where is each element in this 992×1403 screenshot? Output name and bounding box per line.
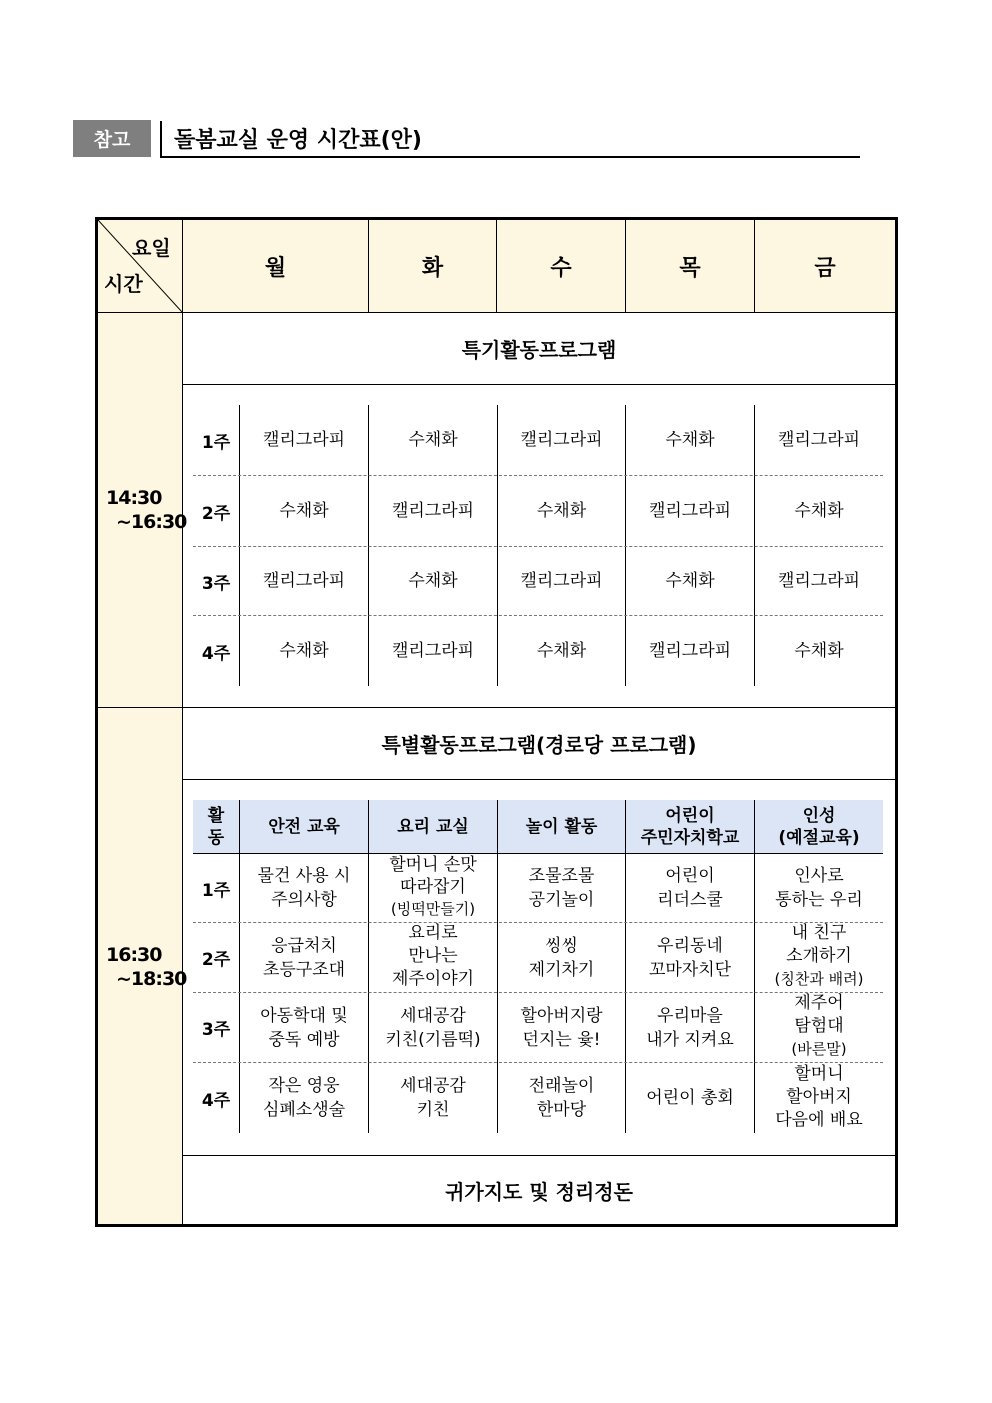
schedule-cell: 할아버지랑 던지는 윷! bbox=[520, 1005, 603, 1050]
page-title: 돌봄교실 운영 시간표(안) bbox=[174, 127, 422, 153]
schedule-cell: 씽씽 제기차기 bbox=[528, 935, 595, 980]
day-header-thu: 목 bbox=[679, 255, 701, 281]
schedule-cell: 제주어 탐험대 (바른말) bbox=[791, 993, 847, 1058]
day-header-mon: 월 bbox=[264, 255, 287, 281]
week-label: 2주 bbox=[201, 503, 231, 524]
schedule-cell: 캘리그라피 bbox=[648, 641, 732, 661]
activity-column-label: 활 동 bbox=[207, 805, 225, 848]
schedule-cell: 물건 사용 시 주의사항 bbox=[257, 866, 351, 910]
schedule-cell: 세대공감 키친(기름떡) bbox=[385, 1005, 481, 1050]
schedule-cell: 어린이 총회 bbox=[646, 1088, 734, 1108]
schedule-cell: 어린이 리더스쿨 bbox=[657, 866, 723, 910]
schedule-cell: 우리마을 내가 지켜요 bbox=[646, 1005, 734, 1050]
schedule-cell: 캘리그라피 bbox=[648, 501, 732, 521]
block1-title-line bbox=[183, 384, 895, 385]
schedule-cell: 캘리그라피 bbox=[520, 430, 603, 450]
day-header-tue: 화 bbox=[421, 255, 444, 281]
week-label: 3주 bbox=[201, 1020, 231, 1040]
corner-day-label: 요일 bbox=[132, 236, 171, 260]
schedule-cell: 할머니 할아버지 다음에 배요 bbox=[775, 1063, 863, 1130]
week-label: 1주 bbox=[201, 880, 231, 901]
block2-title-line bbox=[183, 779, 895, 780]
block1-time: 14:30 ~16:30 bbox=[106, 487, 187, 533]
schedule-cell: 인사로 통하는 우리 bbox=[775, 866, 863, 910]
schedule-cell: 세대공감 키친 bbox=[400, 1076, 466, 1120]
schedule-cell: 응급처치 초등구조대 bbox=[262, 935, 346, 980]
schedule-cell: 캘리그라피 bbox=[777, 430, 861, 450]
schedule-cell: 전래놀이 한마당 bbox=[528, 1076, 595, 1120]
schedule-cell: 요리로 만나는 제주이야기 bbox=[391, 923, 475, 989]
block1-title: 특기활동프로그램 bbox=[461, 338, 617, 362]
title-underline bbox=[160, 156, 860, 158]
schedule-cell: 캘리그라피 bbox=[391, 641, 475, 661]
schedule-cell: 캘리그라피 bbox=[262, 571, 346, 591]
schedule-cell: 수채화 bbox=[665, 430, 715, 450]
schedule-cell: 우리동네 꼬마자치단 bbox=[648, 935, 732, 980]
schedule-cell: 수채화 bbox=[794, 641, 844, 661]
schedule-cell: 작은 영웅 심폐소생술 bbox=[262, 1076, 346, 1120]
week-label: 4주 bbox=[201, 643, 231, 664]
schedule-cell: 아동학대 및 중독 예방 bbox=[260, 1005, 348, 1050]
schedule-cell: 캘리그라피 bbox=[777, 571, 861, 591]
schedule-cell: 캘리그라피 bbox=[391, 501, 475, 521]
week-label: 1주 bbox=[201, 432, 231, 453]
closing-row: 귀가지도 및 정리정돈 bbox=[445, 1179, 633, 1204]
schedule-cell: 할머니 손맛 따라잡기 (빙떡만들기) bbox=[389, 855, 477, 918]
block2-time: 16:30 ~18:30 bbox=[106, 944, 187, 990]
corner-time-label: 시간 bbox=[104, 272, 143, 296]
schedule-cell: 내 친구 소개하기 (칭찬과 배려) bbox=[774, 923, 864, 988]
schedule-cell: 수채화 bbox=[665, 571, 715, 591]
title-divider bbox=[160, 121, 162, 157]
schedule-cell: 수채화 bbox=[279, 501, 329, 521]
activity-header: 어린이 주민자치학교 bbox=[640, 805, 740, 848]
day-header-wed: 수 bbox=[550, 255, 572, 281]
schedule-cell: 수채화 bbox=[536, 641, 587, 661]
day-header-fri: 금 bbox=[814, 255, 836, 281]
activity-header: 안전 교육 bbox=[268, 816, 340, 837]
schedule-cell: 수채화 bbox=[408, 571, 458, 591]
schedule-cell: 캘리그라피 bbox=[262, 430, 346, 450]
block2-title: 특별활동프로그램(경로당 프로그램) bbox=[381, 733, 697, 757]
schedule-cell: 수채화 bbox=[794, 501, 844, 521]
reference-tag: 참고 bbox=[73, 120, 151, 157]
week-label: 3주 bbox=[201, 573, 231, 594]
week-label: 4주 bbox=[201, 1090, 231, 1111]
week-label: 2주 bbox=[201, 950, 231, 970]
activity-header: 인성 (예절교육) bbox=[778, 805, 860, 848]
schedule-cell: 수채화 bbox=[536, 501, 587, 521]
activity-header: 요리 교실 bbox=[397, 816, 469, 837]
schedule-cell: 수채화 bbox=[408, 430, 458, 450]
schedule-cell: 수채화 bbox=[279, 641, 329, 661]
schedule-cell: 캘리그라피 bbox=[520, 571, 603, 591]
activity-header: 놀이 활동 bbox=[525, 816, 598, 837]
schedule-cell: 조물조물 공기놀이 bbox=[528, 866, 595, 910]
